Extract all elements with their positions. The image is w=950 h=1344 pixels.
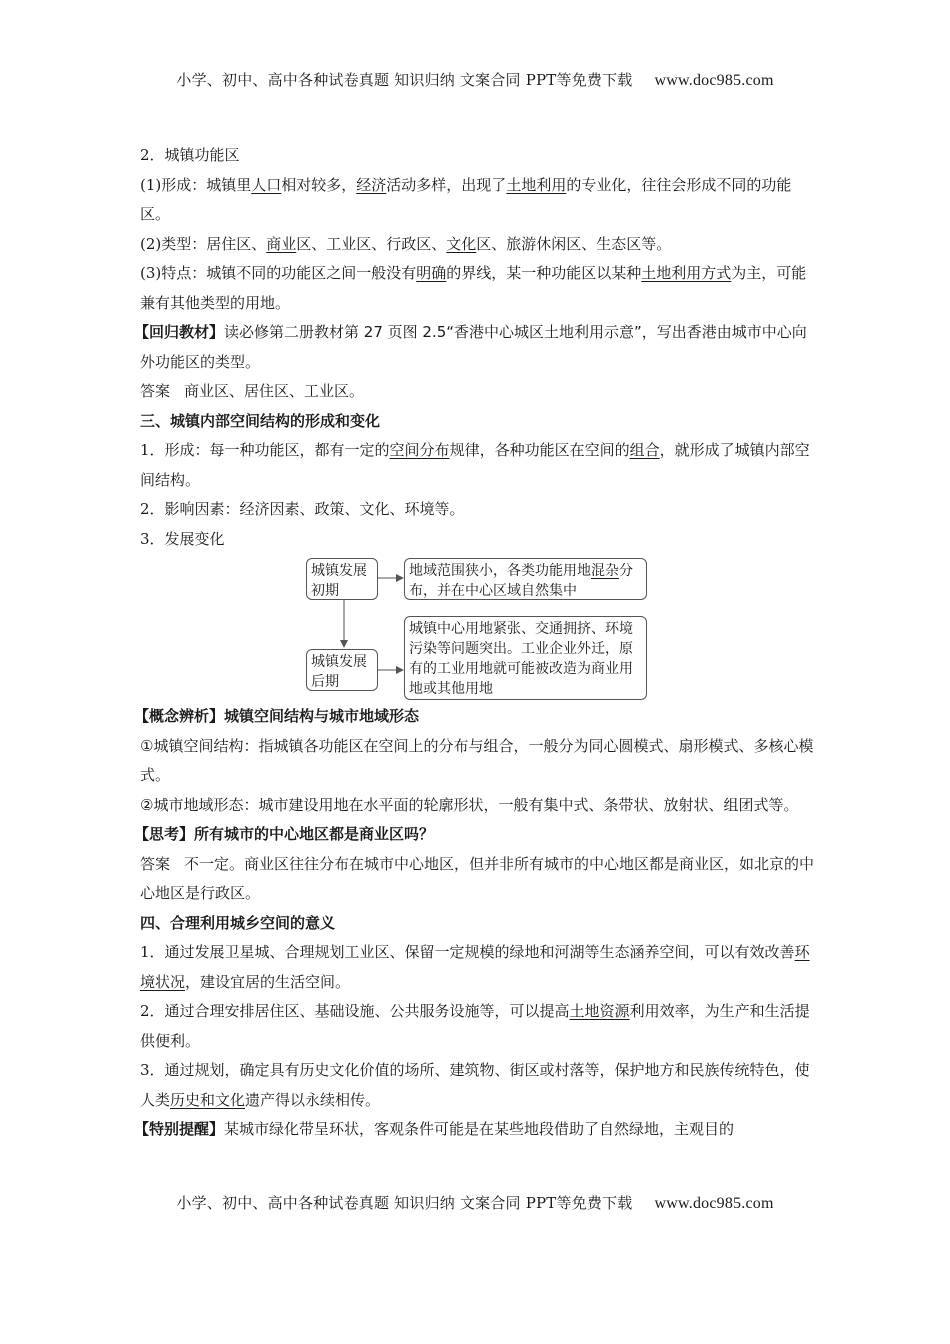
section-heading-structure: 三、城镇内部空间结构的形成和变化	[140, 411, 381, 430]
textbook-answer: 答案 商业区、居住区、工业区。	[140, 382, 365, 400]
significance-1: 1．通过发展卫星城、合理规划工业区、保留一定规模的绿地和河湖等生态涵养空间，可以有效改善环境状况，建设宜居的生活空间。	[140, 943, 810, 991]
significance-2: 2．通过合理安排居住区、基础设施、公共服务设施等，可以提高土地资源利用效率，为生产和生活提供便利。	[140, 1002, 810, 1050]
early-stage-desc: 地域范围狭小，各类功能用地混杂分布，并在中心区域自然集中	[404, 558, 647, 600]
footer-url[interactable]: www.doc985.com	[654, 1195, 774, 1212]
early-stage-box: 城镇发展初期	[306, 558, 378, 600]
significance-3: 3．通过规划，确定具有历史文化价值的场所、建筑物、街区或村落等，保护地方和民族传统特色，使人类历史和文化遗产得以永续相传。	[140, 1061, 810, 1109]
footer-text: 小学、初中、高中各种试卷真题 知识归纳 文案合同 PPT等免费下载	[176, 1194, 633, 1212]
header-url[interactable]: www.doc985.com	[654, 72, 774, 89]
late-stage-box: 城镇发展后期	[306, 649, 378, 691]
think-answer: 答案 不一定。商业区往往分布在城市中心地区，但并非所有城市的中心地区都是商业区，如北京的中心地区是行政区。	[140, 854, 815, 902]
textbook-review: 【回归教材】读必修第二册教材第 27 页图 2.5“香港中心城区土地利用示意”，写出香港由城市中心向外功能区的类型。	[134, 323, 807, 371]
types-paragraph: (2)类型：居住区、商业区、工业区、行政区、文化区、旅游休闲区、生态区等。	[140, 234, 672, 253]
special-reminder: 【特别提醒】某城市绿化带呈环状，客观条件可能是在某些地段借助了自然绿地，主观目的	[134, 1120, 735, 1138]
page-header	[0, 69, 950, 90]
document-body	[134, 141, 815, 1145]
section-heading-significance: 四、合理利用城乡空间的意义	[140, 913, 336, 932]
think-question: 【思考】所有城市的中心地区都是商业区吗？	[134, 825, 435, 843]
structure-formation: 1．形成：每一种功能区，都有一定的空间分布规律，各种功能区在空间的组合，就形成了城镇内部空间结构。	[140, 441, 810, 489]
features-paragraph: (3)特点：城镇不同的功能区之间一般没有明确的界线，某一种功能区以某种土地利用方式为主，可能兼有其他类型的用地。	[140, 264, 807, 312]
development-diagram	[140, 554, 815, 702]
page-footer	[0, 1192, 950, 1213]
structure-factors: 2．影响因素：经济因素、政策、文化、环境等。	[140, 500, 465, 518]
textbook-tag: 【回归教材】	[134, 323, 225, 341]
formation-paragraph: (1)形成：城镇里人口相对较多，经济活动多样，出现了土地利用的专业化，往往会形成不同的功能区。	[140, 175, 792, 223]
late-stage-desc: 城镇中心用地紧张、交通拥挤、环境污染等问题突出。工业企业外迁，原有的工业用地就可能被改造为商业用地或其他用地	[404, 616, 647, 700]
structure-development: 3．发展变化	[140, 529, 225, 548]
concept-item-2: ②城市地域形态：城市建设用地在水平面的轮廓形状，一般有集中式、条带状、放射状、组团式等。	[140, 795, 799, 814]
concept-item-1: ①城镇空间结构：指城镇各功能区在空间上的分布与组合，一般分为同心圆模式、扇形模式、多核心模式。	[140, 736, 814, 784]
concept-analysis: 【概念辨析】城镇空间结构与城市地域形态	[134, 707, 420, 725]
header-text: 小学、初中、高中各种试卷真题 知识归纳 文案合同 PPT等免费下载	[176, 71, 633, 89]
section-title-functional-zones: 2．城镇功能区	[140, 146, 240, 164]
